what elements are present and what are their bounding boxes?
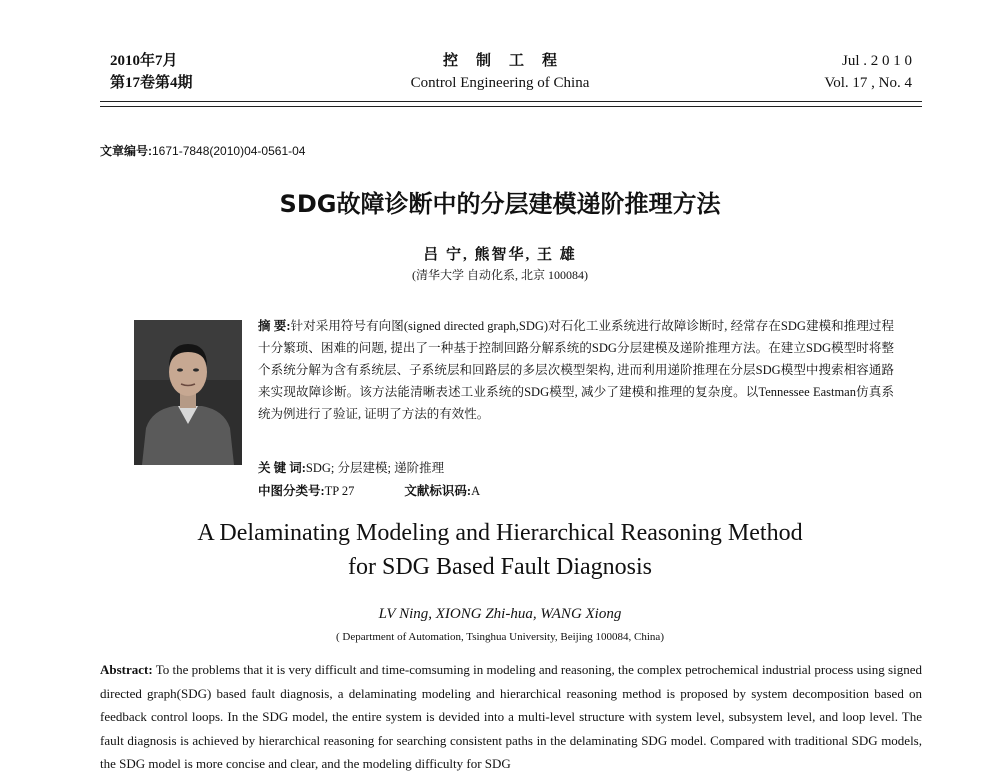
header-rule-thin xyxy=(100,106,922,107)
keywords xyxy=(258,457,444,479)
doc-code-label: 文献标识码: xyxy=(404,484,472,498)
clc-label: 中图分类号: xyxy=(258,484,325,498)
keywords-value: SDG; 分层建模; 递阶推理 xyxy=(305,461,445,475)
header-right xyxy=(824,50,912,94)
keywords-label: 关 键 词: xyxy=(258,461,306,475)
author-portrait-image xyxy=(134,320,242,465)
authors-en: LV Ning, XIONG Zhi-hua, WANG Xiong xyxy=(378,606,622,622)
clc-value: TP 27 xyxy=(324,484,355,498)
journal-name-en: Control Engineering of China xyxy=(410,75,590,91)
header-volume-cn: 第17卷第4期 xyxy=(110,75,193,91)
abstract-cn-text: 针对采用符号有向图(signed directed graph,SDG)对石化工业系统进行故障诊断时, 经常存在SDG建模和推理过程十分繁琐、困难的问题, 提出了一种基于控制回路分解系统的SDG分层建模及递阶推理方法。在建立SDG模型时将整个系统分解为含有系统层、子系统层和回路层的多层次模型架构, 进而利用递阶推理在分层SDG模型中搜索相容通路来实现故障诊断。该方法能清晰表述工业系统的SDG模型, 减少了建模和推理的复杂度。以Tennessee Eastman仿真系统为例进行了验证, 证明了方法的有效性。 xyxy=(258,319,894,421)
author-photo xyxy=(134,320,242,465)
article-number-value: 1671-7848(2010)04-0561-04 xyxy=(152,144,306,158)
title-en xyxy=(0,516,1000,584)
article-number xyxy=(100,142,305,159)
header-rule-thick xyxy=(100,101,922,102)
abstract-cn xyxy=(258,315,894,425)
authors-cn: 吕 宁, 熊智华, 王 雄 xyxy=(423,247,577,263)
affiliation-en: ( Department of Automation, Tsinghua University, Beijing 100084, China) xyxy=(336,631,664,643)
abstract-en-label: Abstract: xyxy=(100,662,153,677)
abstract-cn-label: 摘 要: xyxy=(258,319,291,333)
title-en-line1: A Delaminating Modeling and Hierarchical Reasoning Method xyxy=(197,520,803,546)
header-date-en: Jul . 2 0 1 0 xyxy=(841,53,912,69)
article-number-label: 文章编号: xyxy=(100,144,152,158)
journal-name-cn: 控制工程 xyxy=(442,53,575,69)
abstract-en xyxy=(100,658,922,776)
affiliation-cn: (清华大学 自动化系, 北京 100084) xyxy=(412,268,588,282)
title-cn: SDG故障诊断中的分层建模递阶推理方法 xyxy=(279,190,721,218)
header-date-cn: 2010年7月 xyxy=(110,53,178,69)
header-volume-en: Vol. 17 , No. 4 xyxy=(824,75,912,91)
doc-code-value: A xyxy=(471,484,481,498)
title-en-line2: for SDG Based Fault Diagnosis xyxy=(348,554,652,580)
abstract-en-text: To the problems that it is very difficult and time-comsuming in modeling and reasoning, the complex petrochemical industrial process using signed directed graph(SDG) based fault diagnosis, a delaminating modeling and hierarchical reasoning method is proposed by system decomposition based on feedback control loops. In the SDG model, the entire system is devided into a multi-level structure with system level, subsystem level, and loop level. The fault diagnosis is achieved by hierarchical reasoning for searching consistent paths in the delaminating SDG model. Compared with traditional SDG models, the SDG model is more concise and clear, and the modeling difficulty for SDG xyxy=(100,662,922,771)
classification xyxy=(258,480,480,502)
